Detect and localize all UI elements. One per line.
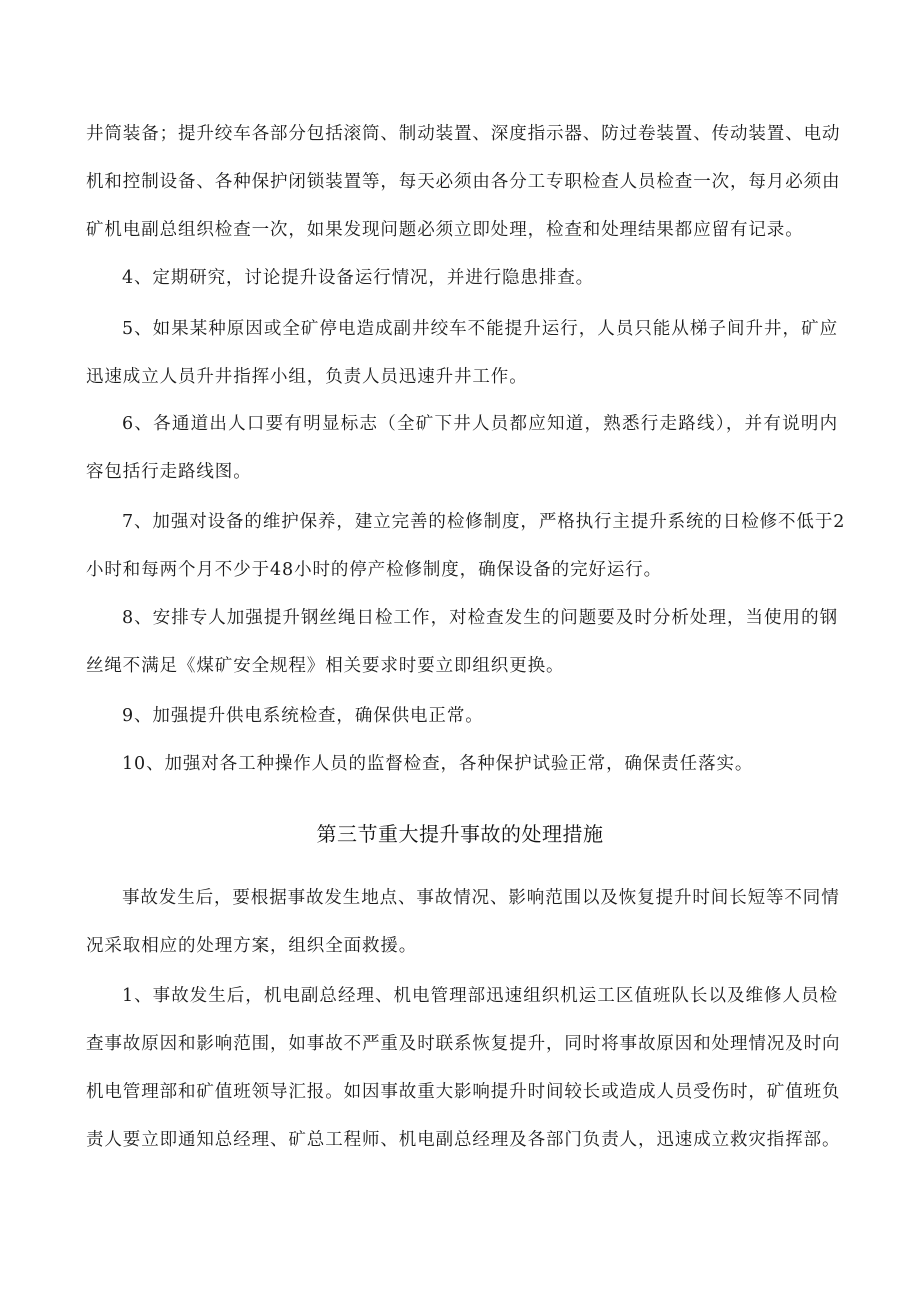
- paragraph-10-line-1: 10、加强对各工种操作人员的监督检查，各种保护试验正常，确保责任落实。: [122, 754, 754, 774]
- paragraph-s1-line-4: 责人要立即通知总经理、矿总工程师、机电副总经理及各部门负责人，迅速成立救灾指挥部。: [86, 1130, 841, 1150]
- paragraph-intro-line-2: 况采取相应的处理方案，组织全面救援。: [86, 936, 418, 956]
- paragraph-equipment-line-3: 矿机电副总组织检查一次，如果发现问题必须立即处理，检查和处理结果都应留有记录。: [86, 220, 804, 240]
- paragraph-s1-line-2: 查事故原因和影响范围，如事故不严重及时联系恢复提升，同时将事故原因和处理情况及时向: [86, 1034, 841, 1054]
- paragraph-5-line-2: 迅速成立人员升井指挥小组，负责人员迅速升井工作。: [86, 367, 528, 387]
- paragraph-4-line-1: 4、定期研究，讨论提升设备运行情况，并进行隐患排查。: [122, 268, 595, 288]
- paragraph-equipment-line-2: 机和控制设备、各种保护闭锁装置等，每天必须由各分工专职检查人员检查一次，每月必须由: [86, 172, 841, 192]
- paragraph-equipment-line-1: 井筒装备；提升绞车各部分包括滚筒、制动装置、深度指示器、防过卷装置、传动装置、电动: [86, 124, 841, 144]
- paragraph-6-line-2: 容包括行走路线图。: [86, 462, 252, 482]
- paragraph-intro-line-1: 事故发生后，要根据事故发生地点、事故情况、影响范围以及恢复提升时间长短等不同情: [122, 888, 840, 908]
- paragraph-7-line-2: 小时和每两个月不少于48小时的停产检修制度，确保设备的完好运行。: [86, 560, 663, 580]
- paragraph-6-line-1: 6、各通道出人口要有明显标志（全矿下井人员都应知道，熟悉行走路线），并有说明内: [122, 414, 838, 434]
- paragraph-8-line-2: 丝绳不满足《煤矿安全规程》相关要求时要立即组织更换。: [86, 656, 565, 676]
- paragraph-5-line-1: 5、如果某种原因或全矿停电造成副井绞车不能提升运行，人员只能从梯子间升井，矿应: [122, 319, 838, 339]
- paragraph-s1-line-1: 1、事故发生后，机电副总经理、机电管理部迅速组织机运工区值班队长以及维修人员检: [122, 986, 838, 1006]
- section-heading: 第三节重大提升事故的处理措施: [316, 822, 604, 846]
- paragraph-8-line-1: 8、安排专人加强提升钢丝绳日检工作，对检查发生的问题要及时分析处理，当使用的钢: [122, 608, 838, 628]
- paragraph-9-line-1: 9、加强提升供电系统检查，确保供电正常。: [122, 706, 484, 726]
- paragraph-s1-line-3: 机电管理部和矿值班领导汇报。如因事故重大影响提升时间较长或造成人员受伤时，矿值班负: [86, 1082, 841, 1102]
- paragraph-7-line-1: 7、加强对设备的维护保养，建立完善的检修制度，严格执行主提升系统的日检修不低于2: [122, 512, 846, 532]
